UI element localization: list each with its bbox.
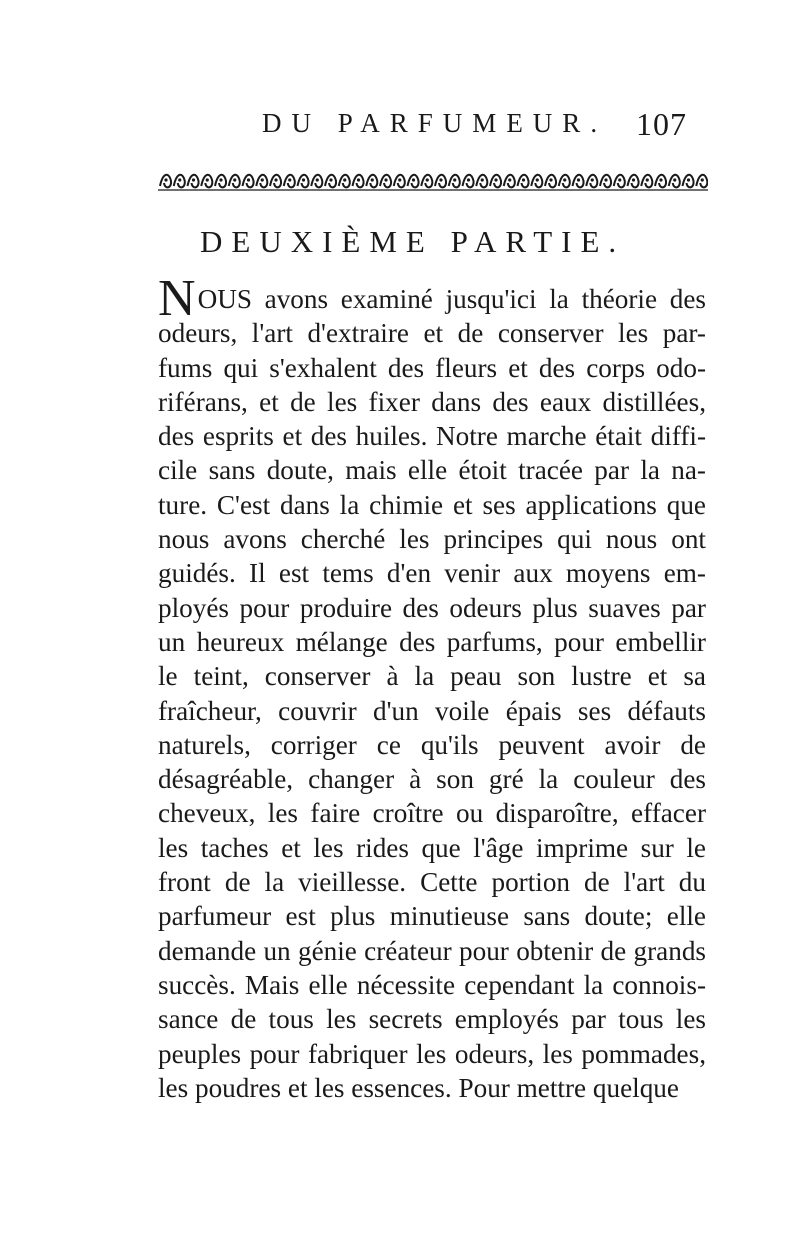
ornament-dot (522, 178, 525, 181)
ornament-dot (508, 178, 511, 181)
body-paragraph (158, 270, 706, 1105)
paragraph-line: succès. Mais elle nécessite cependant la connois- (158, 969, 706, 1000)
ornament-dot (536, 178, 539, 181)
ornament-dot (274, 178, 277, 181)
ornament-dot (384, 178, 387, 181)
ornament-dot (439, 178, 442, 181)
ornament-dot (219, 178, 222, 181)
ornament-dot (178, 178, 181, 181)
ornament-dot (591, 178, 594, 181)
ornament-dot (467, 178, 470, 181)
ornament-dot (453, 178, 456, 181)
paragraph-lines (158, 316, 706, 1105)
paragraph-line: guidés. Il est tems d'en venir aux moyens em- (158, 558, 706, 589)
paragraph-line: nous avons cherché les principes qui nous ont (158, 524, 706, 555)
decorative-border-icon (158, 168, 708, 194)
paragraph-line: les poudres et les essences. Pour mettre quelque (158, 1072, 679, 1103)
paragraph-line: parfumeur est plus minutieuse sans doute; elle (158, 901, 706, 932)
paragraph-line: cheveux, les faire croître ou disparoître, effacer (158, 798, 706, 829)
ornament-dot (494, 178, 497, 181)
ornament-dot (247, 178, 250, 181)
paragraph-line: fums qui s'exhalent des fleurs et des corps odo- (158, 352, 706, 383)
ornament-dot (302, 178, 305, 181)
paragraph-line: demande un génie créateur pour obtenir de grands (158, 935, 706, 966)
paragraph-line: naturels, corriger ce qu'ils peuvent avoir de (158, 729, 706, 760)
ornament-dot (646, 178, 649, 181)
ornament-dot (659, 178, 662, 181)
ornament-dot (632, 178, 635, 181)
ornament-dot (426, 178, 429, 181)
ornament-dot (687, 178, 690, 181)
paragraph-line: un heureux mélange des parfums, pour embellir (158, 626, 706, 657)
ornament-dot (604, 178, 607, 181)
ornament-dot (343, 178, 346, 181)
paragraph-line: sance de tous les secrets employés par tous les (158, 1004, 706, 1035)
drop-cap: N (158, 270, 196, 327)
paragraph-line: les taches et les rides que l'âge imprime sur le (158, 832, 706, 863)
paragraph-line: front de la vieillesse. Cette portion de l'art du (158, 867, 706, 898)
ornament-dot (329, 178, 332, 181)
ornament-dot (371, 178, 374, 181)
paragraph-line: fraîcheur, couvrir d'un voile épais ses défauts (158, 695, 706, 726)
ornament-dot (261, 178, 264, 181)
paragraph-line: désagréable, changer à son gré la couleur des (158, 764, 706, 795)
paragraph-line: le teint, conserver à la peau son lustre et sa (158, 661, 706, 692)
ornament-dot (233, 178, 236, 181)
ornament-dot (398, 178, 401, 181)
paragraph-line: cile sans doute, mais elle étoit tracée par la na- (158, 455, 706, 486)
ornament-dot (288, 178, 291, 181)
paragraph-line: odeurs, l'art d'extraire et de conserver les par- (158, 318, 706, 349)
paragraph-line: des esprits et des huiles. Notre marche était diffi- (158, 421, 706, 452)
part-title: DEUXIÈME PARTIE. (200, 224, 626, 259)
page-number: 107 (636, 106, 687, 142)
paragraph-line: ture. C'est dans la chimie et ses applications que (158, 489, 706, 520)
ornament-dot (549, 178, 552, 181)
ornament-dot (192, 178, 195, 181)
paragraph-line: peuples pour fabriquer les odeurs, les pommades, (158, 1038, 706, 1069)
ornament-dot (673, 178, 676, 181)
ornament-dot (701, 178, 704, 181)
ornament-dot (618, 178, 621, 181)
paragraph-first-line (158, 270, 706, 327)
ornament-dot (316, 178, 319, 181)
ornament-dot (412, 178, 415, 181)
ornament-dot (164, 178, 167, 181)
first-line-text: OUS avons examiné jusqu'ici la théorie des (197, 284, 706, 314)
ornament-dot (357, 178, 360, 181)
ornament-dot (563, 178, 566, 181)
paragraph-line: riférans, et de les fixer dans des eaux distillées, (158, 386, 706, 417)
running-head-title: DU PARFUMEUR. (262, 108, 608, 138)
ornament-dot (481, 178, 484, 181)
paragraph-line: ployés pour produire des odeurs plus suaves par (158, 592, 706, 623)
ornament-dot (577, 178, 580, 181)
ornament-dot (206, 178, 209, 181)
